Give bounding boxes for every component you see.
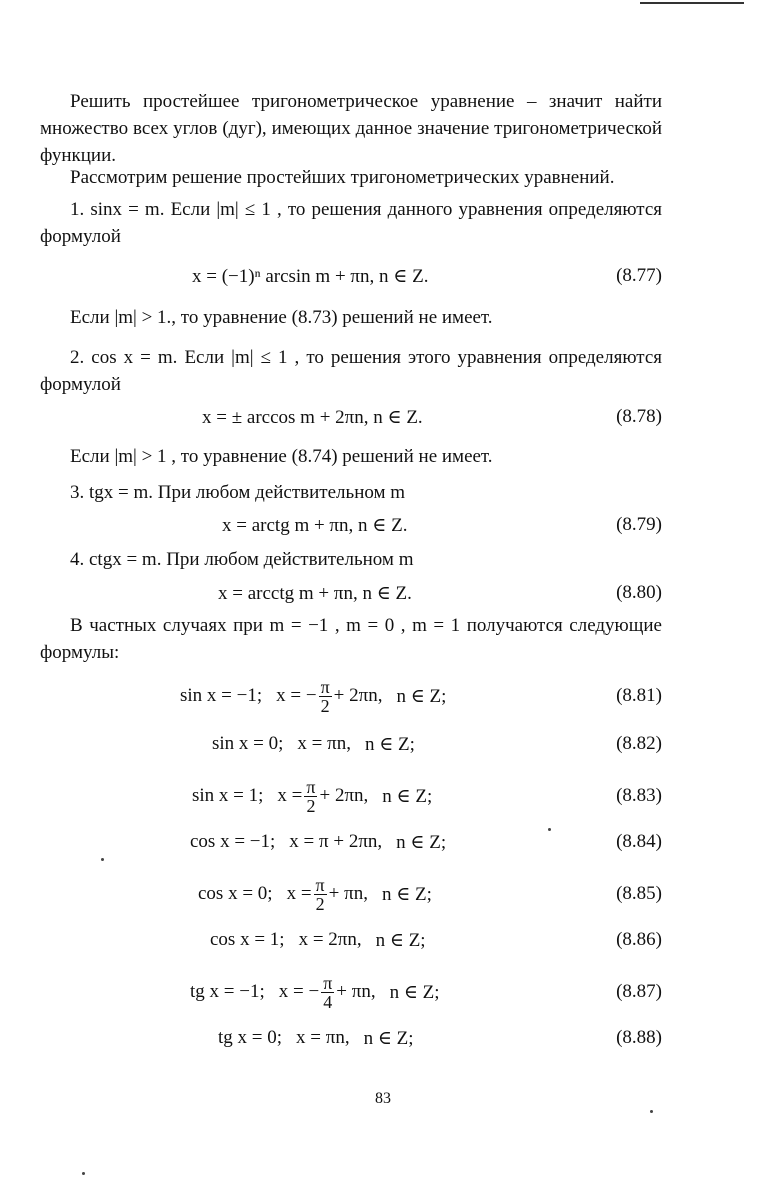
case1-heading: 1. sinx = m. Если |m| ≤ 1 , то решения данного уравнения определяются формулой	[40, 199, 662, 247]
rhs-end: + 2πn,	[319, 785, 369, 806]
fraction-numerator: π	[323, 972, 333, 993]
formula-body	[180, 676, 446, 716]
formula-8-82	[40, 724, 662, 764]
formula-8-80	[40, 573, 662, 613]
condition: n ∈ Z;	[381, 883, 432, 905]
condition: n ∈ Z;	[396, 685, 447, 707]
lhs: tg x = 0;	[218, 1027, 283, 1048]
condition: n ∈ Z;	[382, 785, 433, 807]
lhs: sin x = 1;	[192, 785, 264, 806]
equation-number: (8.87)	[616, 981, 662, 1002]
rhs-end: + πn,	[336, 981, 376, 1002]
formula-8-83	[40, 776, 662, 816]
rhs: x = πn,	[297, 733, 351, 754]
scan-speck	[82, 1172, 85, 1175]
formula-body	[190, 822, 446, 862]
lhs: tg x = −1;	[190, 981, 265, 1002]
condition: n ∈ Z;	[389, 981, 440, 1003]
condition: n ∈ Z;	[375, 929, 426, 951]
rhs: x = πn,	[296, 1027, 350, 1048]
formula-8-88	[40, 1018, 662, 1058]
fraction-numerator: π	[320, 676, 330, 697]
fraction	[319, 678, 332, 715]
fraction-denominator: 4	[323, 991, 333, 1012]
condition: n ∈ Z;	[396, 831, 447, 853]
fraction-denominator: 2	[306, 795, 316, 816]
formula-8-78	[40, 397, 662, 437]
lhs: sin x = −1;	[180, 685, 263, 706]
rhs-start: x = −	[278, 981, 320, 1002]
top-rule	[640, 2, 744, 4]
lhs: cos x = 1;	[210, 929, 285, 950]
fraction	[321, 974, 334, 1011]
equation-number: (8.78)	[616, 406, 662, 427]
fraction-denominator: 2	[315, 893, 325, 914]
equation-number: (8.86)	[616, 929, 662, 950]
scan-speck	[101, 858, 104, 861]
formula-body: x = arcctg m + πn, n ∈ Z.	[218, 582, 412, 604]
case4-heading: 4. ctgx = m. При любом действительном m	[70, 549, 414, 570]
rhs: x = π + 2πn,	[289, 831, 383, 852]
formula-8-87	[40, 972, 662, 1012]
lhs: cos x = 0;	[198, 883, 273, 904]
formula-body	[212, 724, 415, 764]
condition: n ∈ Z;	[363, 1027, 414, 1049]
equation-number: (8.85)	[616, 883, 662, 904]
formula-body	[190, 972, 440, 1012]
formula-body	[210, 920, 426, 960]
fraction	[314, 876, 327, 913]
intro-paragraph: Решить простейшее тригонометрическое уравнение – значит найти множество всех углов (дуг), имеющих данное значение тригонометрической функции.	[40, 91, 662, 166]
formula-8-85	[40, 874, 662, 914]
lhs: cos x = −1;	[190, 831, 276, 852]
rhs-start: x =	[277, 785, 303, 806]
equation-number: (8.82)	[616, 733, 662, 754]
formula-body: x = (−1)ⁿ arcsin m + πn, n ∈ Z.	[192, 265, 429, 287]
rhs-start: x = −	[276, 685, 317, 706]
rhs-end: + πn,	[328, 883, 368, 904]
equation-number: (8.88)	[616, 1027, 662, 1048]
formula-8-79	[40, 505, 662, 545]
formula-body	[218, 1018, 414, 1058]
formula-8-81	[40, 676, 662, 716]
case1-note: Если |m| > 1., то уравнение (8.73) решений не имеет.	[70, 307, 493, 328]
equation-number: (8.84)	[616, 831, 662, 852]
case3-heading: 3. tgx = m. При любом действительном m	[70, 482, 406, 503]
formula-body: x = arctg m + πn, n ∈ Z.	[222, 514, 408, 536]
lhs: sin x = 0;	[212, 733, 284, 754]
fraction-denominator: 2	[320, 695, 330, 716]
case2-heading: 2. cos x = m. Если |m| ≤ 1 , то решения этого уравнения определяются формулой	[40, 347, 662, 395]
equation-number: (8.80)	[616, 582, 662, 603]
scan-speck	[650, 1110, 653, 1113]
fraction-numerator: π	[306, 776, 316, 797]
intro-paragraph-2: Рассмотрим решение простейших тригонометрических уравнений.	[70, 167, 615, 188]
formula-body	[198, 874, 432, 914]
equation-number: (8.81)	[616, 685, 662, 706]
equation-number: (8.77)	[616, 265, 662, 286]
fraction-numerator: π	[315, 874, 325, 895]
page-number: 83	[375, 1090, 391, 1107]
formula-body	[192, 776, 432, 816]
formula-8-86	[40, 920, 662, 960]
rhs-end: + 2πn,	[333, 685, 383, 706]
formula-body: x = ± arccos m + 2πn, n ∈ Z.	[202, 406, 423, 428]
scan-speck	[548, 828, 551, 831]
formula-8-77	[40, 256, 662, 296]
equation-number: (8.83)	[616, 785, 662, 806]
rhs: x = 2πn,	[298, 929, 362, 950]
equation-number: (8.79)	[616, 514, 662, 535]
condition: n ∈ Z;	[364, 733, 415, 755]
fraction	[304, 778, 317, 815]
rhs-start: x =	[286, 883, 312, 904]
special-cases-intro: В частных случаях при m = −1 , m = 0 , m = 1 получаются следующие формулы:	[40, 615, 662, 663]
case2-note: Если |m| > 1 , то уравнение (8.74) решений не имеет.	[70, 446, 493, 467]
formula-8-84	[40, 822, 662, 862]
